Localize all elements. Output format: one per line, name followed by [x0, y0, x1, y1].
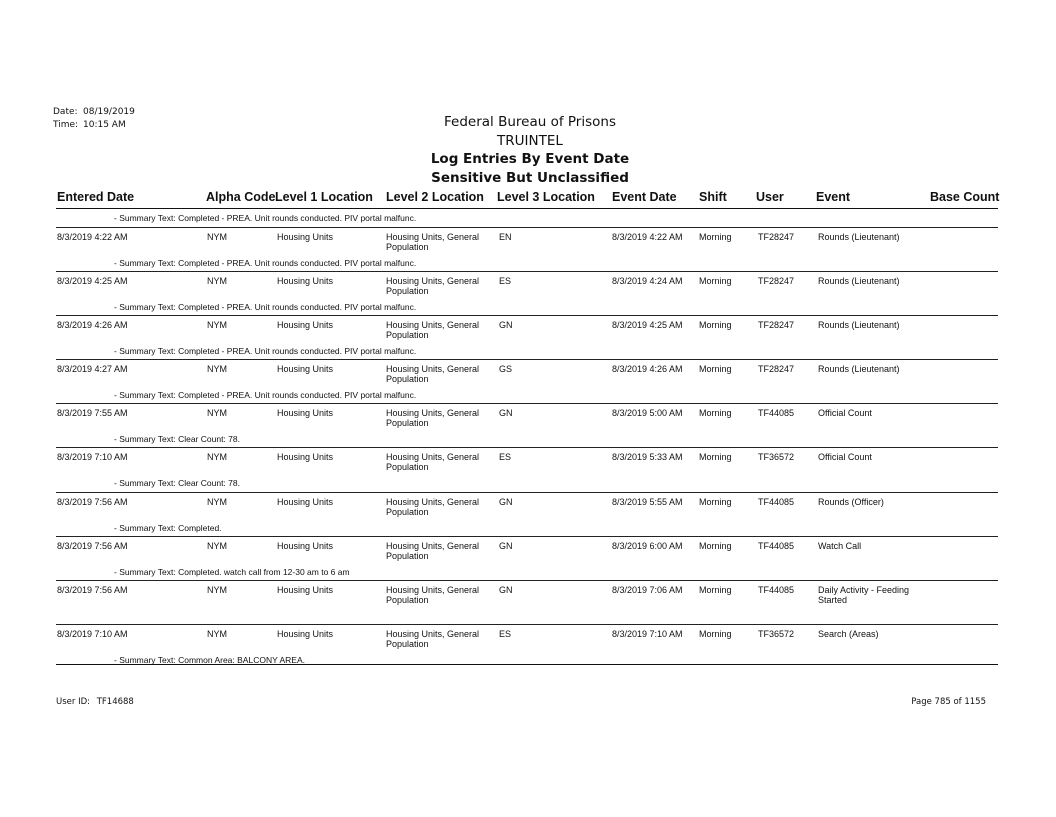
cell-alpha-code: NYM: [207, 585, 227, 595]
cell-event: Official Count: [818, 452, 872, 462]
cell-level2-location: Housing Units, General Population: [386, 497, 480, 517]
cell-event-date: 8/3/2019 7:06 AM: [612, 585, 683, 595]
cell-shift: Morning: [699, 541, 732, 551]
cell-entered-date: 8/3/2019 7:55 AM: [57, 408, 128, 418]
cell-level3-location: GN: [499, 585, 513, 595]
col-shift: Shift: [699, 190, 727, 204]
date-value: 08/19/2019: [83, 107, 135, 117]
col-entered-date: Entered Date: [57, 190, 135, 204]
col-event: Event: [816, 190, 851, 204]
date-label: Date:: [53, 107, 78, 117]
cell-event-date: 8/3/2019 7:10 AM: [612, 629, 683, 639]
cell-event-date: 8/3/2019 5:00 AM: [612, 408, 683, 418]
col-alpha-code: Alpha Code: [206, 190, 276, 204]
row-summary-text: - Summary Text: Completed - PREA. Unit rounds conducted. PIV portal malfunc.: [114, 258, 417, 268]
cell-user: TF28247: [758, 232, 795, 242]
cell-entered-date: 8/3/2019 7:10 AM: [57, 452, 128, 462]
cell-event-date: 8/3/2019 5:55 AM: [612, 497, 683, 507]
row-summary-text: - Summary Text: Completed - PREA. Unit rounds conducted. PIV portal malfunc.: [114, 390, 417, 400]
row-summary-text: - Summary Text: Completed.: [114, 523, 222, 533]
cell-level1-location: Housing Units: [277, 585, 334, 595]
cell-level1-location: Housing Units: [277, 232, 334, 242]
time-label: Time:: [53, 120, 79, 130]
cell-event: Rounds (Lieutenant): [818, 232, 900, 242]
cell-alpha-code: NYM: [207, 452, 227, 462]
cell-level1-location: Housing Units: [277, 408, 334, 418]
col-user: User: [756, 190, 784, 204]
cell-level3-location: ES: [499, 276, 512, 286]
cell-user: TF28247: [758, 320, 795, 330]
cell-level3-location: GN: [499, 541, 513, 551]
cell-level2-location: Housing Units, General Population: [386, 541, 480, 561]
cell-user: TF44085: [758, 585, 795, 595]
cell-level1-location: Housing Units: [277, 541, 334, 551]
cell-shift: Morning: [699, 408, 732, 418]
cell-event-date: 8/3/2019 4:22 AM: [612, 232, 683, 242]
cell-user: TF36572: [758, 452, 795, 462]
cell-alpha-code: NYM: [207, 497, 227, 507]
row-separator: [56, 403, 998, 404]
cell-level2-location: Housing Units, General Population: [386, 408, 480, 428]
cell-level2-location: Housing Units, General Population: [386, 452, 480, 472]
cell-shift: Morning: [699, 276, 732, 286]
row-separator: [56, 227, 998, 228]
report-title-block: [380, 113, 680, 187]
cell-user: TF44085: [758, 408, 795, 418]
cell-event: Search (Areas): [818, 629, 879, 639]
report-date: [53, 107, 135, 117]
col-level3-location: Level 3 Location: [497, 190, 595, 204]
cell-event: Rounds (Lieutenant): [818, 276, 900, 286]
cell-level2-location: Housing Units, General Population: [386, 585, 480, 605]
row-separator: [56, 359, 998, 360]
row-summary-text: - Summary Text: Completed - PREA. Unit rounds conducted. PIV portal malfunc.: [114, 302, 417, 312]
cell-entered-date: 8/3/2019 4:25 AM: [57, 276, 128, 286]
bottom-rule: [56, 664, 998, 665]
row-summary-text: - Summary Text: Clear Count: 78.: [114, 478, 240, 488]
row-separator: [56, 624, 998, 625]
row-summary-text: - Summary Text: Completed - PREA. Unit rounds conducted. PIV portal malfunc.: [114, 346, 417, 356]
cell-shift: Morning: [699, 320, 732, 330]
cell-alpha-code: NYM: [207, 276, 227, 286]
report-title: Log Entries By Event Date: [430, 151, 630, 167]
cell-event: Rounds (Officer): [818, 497, 884, 507]
cell-level3-location: GN: [499, 408, 513, 418]
cell-entered-date: 8/3/2019 7:10 AM: [57, 629, 128, 639]
row-separator: [56, 315, 998, 316]
cell-event: Daily Activity - Feeding Started: [818, 585, 910, 605]
user-id-value: TF14688: [96, 697, 134, 707]
cell-entered-date: 8/3/2019 4:26 AM: [57, 320, 128, 330]
cell-level2-location: Housing Units, General Population: [386, 320, 480, 340]
cell-user: TF44085: [758, 497, 795, 507]
cell-level1-location: Housing Units: [277, 320, 334, 330]
system-name: TRUINTEL: [497, 132, 563, 149]
cell-user: TF28247: [758, 276, 795, 286]
row-separator: [56, 580, 998, 581]
report-time: [53, 120, 126, 130]
cell-user: TF44085: [758, 541, 795, 551]
cell-event-date: 8/3/2019 4:24 AM: [612, 276, 683, 286]
cell-level3-location: GS: [499, 364, 513, 374]
cell-level2-location: Housing Units, General Population: [386, 364, 480, 384]
cell-level1-location: Housing Units: [277, 364, 334, 374]
cell-level2-location: Housing Units, General Population: [386, 629, 480, 649]
cell-alpha-code: NYM: [207, 232, 227, 242]
cell-event: Watch Call: [818, 541, 862, 551]
cell-entered-date: 8/3/2019 4:27 AM: [57, 364, 128, 374]
footer-user-id: [56, 697, 134, 707]
cell-event: Rounds (Lieutenant): [818, 320, 900, 330]
cell-level1-location: Housing Units: [277, 452, 334, 462]
cell-user: TF28247: [758, 364, 795, 374]
col-event-date: Event Date: [612, 190, 677, 204]
user-id-label: User ID:: [56, 697, 90, 707]
cell-alpha-code: NYM: [207, 320, 227, 330]
cell-level3-location: ES: [499, 452, 512, 462]
col-level2-location: Level 2 Location: [386, 190, 484, 204]
cell-level3-location: GN: [499, 497, 513, 507]
col-level1-location: Level 1 Location: [275, 190, 373, 204]
page-number: Page 785 of 1155: [911, 697, 986, 707]
row-separator: [56, 271, 998, 272]
cell-entered-date: 8/3/2019 7:56 AM: [57, 541, 128, 551]
classification: Sensitive But Unclassified: [431, 169, 629, 186]
cell-entered-date: 8/3/2019 4:22 AM: [57, 232, 128, 242]
cell-level2-location: Housing Units, General Population: [386, 232, 480, 252]
cell-level3-location: EN: [499, 232, 512, 242]
cell-shift: Morning: [699, 364, 732, 374]
cell-shift: Morning: [699, 585, 732, 595]
time-value: 10:15 AM: [83, 120, 126, 130]
cell-level2-location: Housing Units, General Population: [386, 276, 480, 296]
cell-level1-location: Housing Units: [277, 629, 334, 639]
row-summary-text: - Summary Text: Clear Count: 78.: [114, 434, 240, 444]
cell-alpha-code: NYM: [207, 541, 227, 551]
continued-summary: - Summary Text: Completed - PREA. Unit rounds conducted. PIV portal malfunc.: [114, 213, 417, 223]
cell-level3-location: GN: [499, 320, 513, 330]
row-summary-text: - Summary Text: Common Area: BALCONY AREA.: [114, 655, 306, 665]
row-separator: [56, 447, 998, 448]
cell-user: TF36572: [758, 629, 795, 639]
cell-level3-location: ES: [499, 629, 512, 639]
cell-alpha-code: NYM: [207, 629, 227, 639]
cell-shift: Morning: [699, 232, 732, 242]
row-separator: [56, 492, 998, 493]
cell-event-date: 8/3/2019 6:00 AM: [612, 541, 683, 551]
cell-event-date: 8/3/2019 4:25 AM: [612, 320, 683, 330]
cell-alpha-code: NYM: [207, 408, 227, 418]
cell-entered-date: 8/3/2019 7:56 AM: [57, 497, 128, 507]
cell-level1-location: Housing Units: [277, 276, 334, 286]
cell-level1-location: Housing Units: [277, 497, 334, 507]
row-separator: [56, 536, 998, 537]
cell-event-date: 8/3/2019 5:33 AM: [612, 452, 683, 462]
cell-event: Rounds (Lieutenant): [818, 364, 900, 374]
cell-shift: Morning: [699, 629, 732, 639]
cell-shift: Morning: [699, 497, 732, 507]
cell-event: Official Count: [818, 408, 872, 418]
col-base-count: Base Count: [930, 190, 1000, 204]
cell-event-date: 8/3/2019 4:26 AM: [612, 364, 683, 374]
cell-entered-date: 8/3/2019 7:56 AM: [57, 585, 128, 595]
row-summary-text: - Summary Text: Completed. watch call from 12-30 am to 6 am: [114, 567, 350, 577]
cell-alpha-code: NYM: [207, 364, 227, 374]
cell-shift: Morning: [699, 452, 732, 462]
header-rule: [56, 208, 998, 209]
agency-name: Federal Bureau of Prisons: [444, 114, 616, 130]
